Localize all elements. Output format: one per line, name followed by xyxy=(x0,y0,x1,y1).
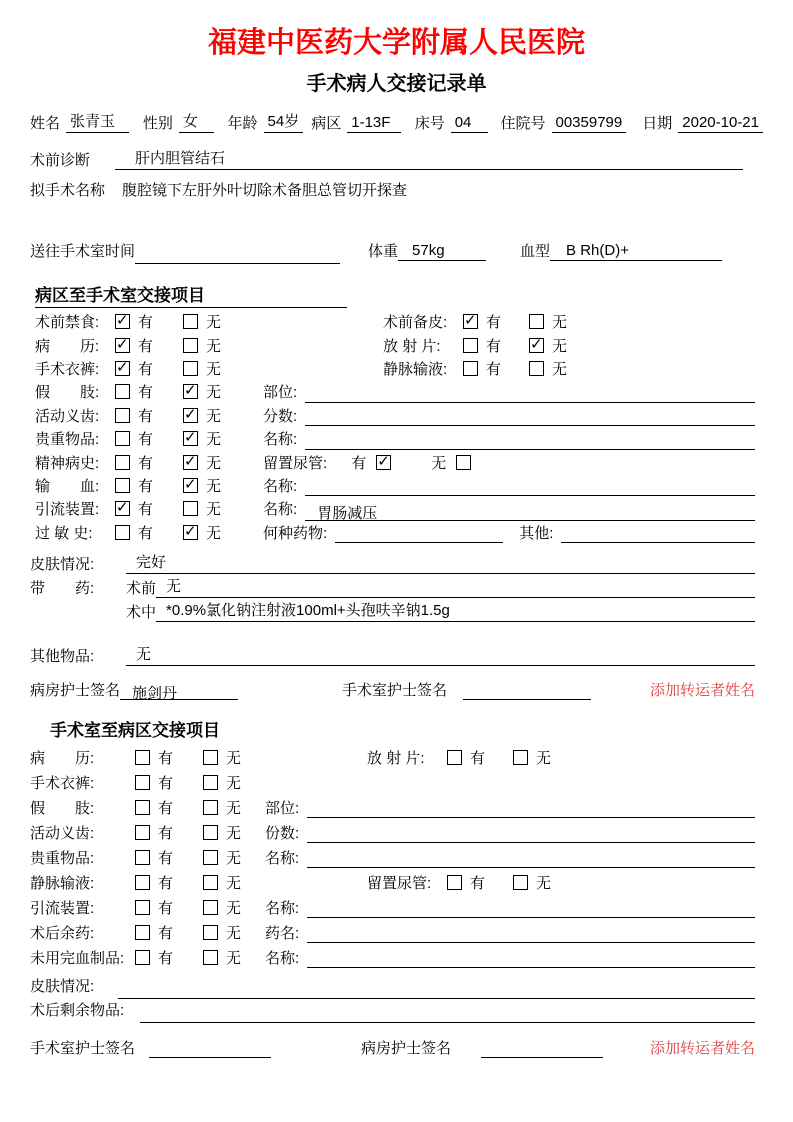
none-label: 无 xyxy=(226,799,242,817)
s2-blood-products-label: 未用完血制品: xyxy=(30,949,125,967)
s2-row-gown xyxy=(30,770,793,795)
s1-meds-mid-label: 术中 xyxy=(126,603,157,621)
s2-row-iv xyxy=(30,870,793,895)
s2-row-dentures xyxy=(30,820,793,845)
s1-row-valuables xyxy=(35,427,793,450)
s1-meds-pre-label: 术前 xyxy=(126,579,157,597)
s1-row-drainage xyxy=(35,497,793,523)
none-label: 无 xyxy=(206,431,222,449)
weight-value: 57kg xyxy=(398,242,486,261)
have-label: 有 xyxy=(158,749,174,767)
none-checkbox[interactable] xyxy=(203,825,218,840)
s2-count-label: 份数: xyxy=(265,824,300,842)
s2-valuables-name-line xyxy=(307,852,755,868)
none-checkbox[interactable] xyxy=(203,775,218,790)
have-checkbox[interactable] xyxy=(376,455,391,470)
s1-row-fasting xyxy=(35,310,793,333)
none-label: 无 xyxy=(226,824,242,842)
none-checkbox[interactable] xyxy=(529,338,544,353)
none-checkbox[interactable] xyxy=(183,501,198,516)
have-checkbox[interactable] xyxy=(447,750,462,765)
s2-ward-nurse-signature xyxy=(481,1040,603,1058)
add-transporter-link[interactable]: 添加转运者姓名 xyxy=(649,681,755,699)
none-label: 无 xyxy=(226,924,242,942)
s1-count-line xyxy=(305,410,755,426)
s1-row-dentures xyxy=(35,404,793,427)
none-label: 无 xyxy=(226,774,242,792)
blood-type-label: 血型 xyxy=(520,243,551,260)
none-checkbox[interactable] xyxy=(183,314,198,329)
s1-row-gown xyxy=(35,357,793,380)
have-label: 有 xyxy=(138,407,154,425)
s1-gown-label: 手术衣裤: xyxy=(35,360,100,378)
have-checkbox[interactable] xyxy=(463,338,478,353)
s1-valuables-label: 贵重物品: xyxy=(35,431,100,449)
s1-fasting-label: 术前禁食: xyxy=(35,314,100,332)
section2-title: 手术室至病区交接项目 xyxy=(50,720,220,740)
none-checkbox[interactable] xyxy=(203,875,218,890)
s2-leftover-meds-label: 术后余药: xyxy=(30,924,95,942)
ward-label: 病区 xyxy=(311,115,342,132)
s1-row-chart xyxy=(35,333,793,356)
none-checkbox[interactable] xyxy=(513,750,528,765)
s1-valuables-name-line xyxy=(305,434,755,450)
s2-row-prosthesis xyxy=(30,795,793,820)
s2-count-line xyxy=(307,827,755,843)
none-checkbox[interactable] xyxy=(183,431,198,446)
have-checkbox[interactable] xyxy=(115,384,130,399)
s2-prosthesis-label: 假 肢: xyxy=(30,799,95,817)
s2-drainage-name-line xyxy=(307,902,755,918)
planned-operation-label: 拟手术名称 xyxy=(30,182,106,199)
sex-value: 女 xyxy=(179,110,214,133)
s2-row-drainage xyxy=(30,895,793,920)
s1-which-drug-label: 何种药物: xyxy=(263,524,328,542)
s2-blood-products-name-line xyxy=(307,952,755,968)
s1-chart-label: 病 历: xyxy=(35,337,100,355)
form-title: 手术病人交接记录单 xyxy=(306,73,487,95)
have-checkbox[interactable] xyxy=(135,850,150,865)
s1-psych-label: 精神病史: xyxy=(35,454,100,472)
have-checkbox[interactable] xyxy=(115,525,130,540)
have-checkbox[interactable] xyxy=(135,825,150,840)
preop-diagnosis-value: 肝内胆管结石 xyxy=(115,147,743,170)
none-label: 无 xyxy=(226,749,242,767)
s2-ward-nurse-label: 病房护士签名 xyxy=(361,1039,452,1057)
s2-chart-label: 病 历: xyxy=(30,749,95,767)
section1-title: 病区至手术室交接项目 xyxy=(35,281,347,308)
have-checkbox[interactable] xyxy=(463,361,478,376)
s1-drainage-name-label: 名称: xyxy=(263,501,298,519)
none-checkbox[interactable] xyxy=(183,384,198,399)
none-label: 无 xyxy=(206,501,222,519)
none-label: 无 xyxy=(206,477,222,495)
have-checkbox[interactable] xyxy=(115,431,130,446)
none-checkbox[interactable] xyxy=(183,408,198,423)
s1-other-items-label: 其他物品: xyxy=(30,647,95,665)
s2-skin-line xyxy=(118,983,755,999)
s2-drug-name-label: 药名: xyxy=(265,924,300,942)
none-label: 无 xyxy=(536,749,552,767)
s2-row-valuables xyxy=(30,845,793,870)
s1-drainage-label: 引流装置: xyxy=(35,501,100,519)
date-label: 日期 xyxy=(642,115,673,132)
have-label: 有 xyxy=(138,524,154,542)
s1-skin-prep-label: 术前备皮: xyxy=(383,314,448,332)
s1-meds-pre-value: 无 xyxy=(156,575,755,598)
s1-meds-row-mid xyxy=(30,598,755,622)
have-label: 有 xyxy=(158,874,174,892)
s1-which-drug-line xyxy=(335,527,503,543)
none-checkbox[interactable] xyxy=(529,361,544,376)
none-label: 无 xyxy=(552,337,568,355)
none-checkbox[interactable] xyxy=(203,950,218,965)
s2-xray-label: 放 射 片: xyxy=(367,749,425,767)
hospital-title: 福建中医药大学附属人民医院 xyxy=(207,27,585,59)
s2-drainage-name-label: 名称: xyxy=(265,899,300,917)
s2-site-line xyxy=(307,802,755,818)
have-checkbox[interactable] xyxy=(115,455,130,470)
none-label: 无 xyxy=(206,314,222,332)
s1-skin-value: 完好 xyxy=(126,551,755,574)
have-label: 有 xyxy=(138,384,154,402)
s1-row-allergy xyxy=(35,521,793,544)
none-label: 无 xyxy=(226,849,242,867)
bed-value: 04 xyxy=(451,114,489,133)
have-label: 有 xyxy=(138,314,154,332)
s2-skin-row xyxy=(30,972,755,996)
none-checkbox[interactable] xyxy=(513,875,528,890)
sex-label: 性别 xyxy=(142,115,173,132)
have-label: 有 xyxy=(158,799,174,817)
have-checkbox[interactable] xyxy=(135,950,150,965)
s2-signature-row xyxy=(30,1032,755,1058)
have-checkbox[interactable] xyxy=(135,775,150,790)
transfer-row xyxy=(30,240,763,261)
have-checkbox[interactable] xyxy=(135,750,150,765)
s2-site-label: 部位: xyxy=(265,799,300,817)
s1-row-prosthesis xyxy=(35,380,793,403)
s1-count-label: 分数: xyxy=(263,407,298,425)
none-checkbox[interactable] xyxy=(203,750,218,765)
none-label: 无 xyxy=(226,874,242,892)
s1-blood-name-line xyxy=(305,480,755,496)
have-label: 有 xyxy=(351,454,367,472)
s2-or-nurse-label: 手术室护士签名 xyxy=(30,1039,136,1057)
none-checkbox[interactable] xyxy=(456,455,471,470)
s1-other-items-row xyxy=(30,642,755,666)
have-label: 有 xyxy=(470,749,486,767)
have-label: 有 xyxy=(138,454,154,472)
s1-or-nurse-signature xyxy=(463,682,591,700)
have-label: 有 xyxy=(158,774,174,792)
none-checkbox[interactable] xyxy=(183,338,198,353)
have-label: 有 xyxy=(158,924,174,942)
s1-catheter-label: 留置尿管: xyxy=(263,454,328,472)
weight-label: 体重 xyxy=(368,243,399,260)
admission-number-label: 住院号 xyxy=(500,115,546,132)
s1-meds-label: 带 药: xyxy=(30,579,95,597)
add-transporter-link[interactable]: 添加转运者姓名 xyxy=(649,1039,755,1057)
none-label: 无 xyxy=(226,949,242,967)
none-label: 无 xyxy=(206,337,222,355)
have-label: 有 xyxy=(486,360,502,378)
none-checkbox[interactable] xyxy=(203,850,218,865)
s2-row-leftover-meds xyxy=(30,920,793,945)
have-label: 有 xyxy=(158,899,174,917)
s1-allergy-label: 过 敏 史: xyxy=(35,524,93,542)
name-label: 姓名 xyxy=(30,115,61,132)
have-checkbox[interactable] xyxy=(135,875,150,890)
have-checkbox[interactable] xyxy=(115,361,130,376)
have-label: 有 xyxy=(138,431,154,449)
planned-operation-row xyxy=(30,179,763,200)
s1-valuables-name-label: 名称: xyxy=(263,431,298,449)
date-value: 2020-10-21 xyxy=(678,114,763,133)
s2-iv-label: 静脉输液: xyxy=(30,874,95,892)
s2-remaining-items-label: 术后剩余物品: xyxy=(30,1001,125,1019)
preop-diagnosis-row xyxy=(30,147,763,170)
have-label: 有 xyxy=(486,337,502,355)
none-checkbox[interactable] xyxy=(203,900,218,915)
s1-row-psych xyxy=(35,450,793,473)
s1-site-line xyxy=(305,387,755,403)
s2-gown-label: 手术衣裤: xyxy=(30,774,95,792)
none-label: 无 xyxy=(206,407,222,425)
s2-row-chart xyxy=(30,745,793,770)
s2-drug-name-line xyxy=(307,927,755,943)
preop-diagnosis-label: 术前诊断 xyxy=(30,152,91,169)
s1-signature-row xyxy=(30,674,755,700)
s1-transfusion-label: 输 血: xyxy=(35,477,100,495)
none-label: 无 xyxy=(226,899,242,917)
have-checkbox[interactable] xyxy=(115,478,130,493)
have-label: 有 xyxy=(158,824,174,842)
s1-row-transfusion xyxy=(35,474,793,497)
have-checkbox[interactable] xyxy=(115,314,130,329)
planned-operation-value: 腹腔镜下左肝外叶切除术备胆总管切开探查 xyxy=(122,182,408,199)
have-checkbox[interactable] xyxy=(115,408,130,423)
patient-info-row xyxy=(30,110,763,133)
none-label: 无 xyxy=(206,360,222,378)
have-checkbox[interactable] xyxy=(115,338,130,353)
none-label: 无 xyxy=(206,454,222,472)
have-label: 有 xyxy=(158,849,174,867)
blood-type-value: B Rh(D)+ xyxy=(550,242,722,261)
bed-label: 床号 xyxy=(414,115,445,132)
s1-skin-row xyxy=(30,550,755,574)
s1-meds-row-pre xyxy=(30,574,755,598)
s2-valuables-name-label: 名称: xyxy=(265,849,300,867)
have-label: 有 xyxy=(138,337,154,355)
none-checkbox[interactable] xyxy=(183,361,198,376)
or-time-label: 送往手术室时间 xyxy=(30,243,136,260)
none-checkbox[interactable] xyxy=(529,314,544,329)
have-checkbox[interactable] xyxy=(115,501,130,516)
none-label: 无 xyxy=(552,314,568,332)
s1-prosthesis-label: 假 肢: xyxy=(35,384,100,402)
s1-other-line xyxy=(561,527,755,543)
s2-or-nurse-signature xyxy=(149,1040,271,1058)
s2-remaining-items-line xyxy=(140,1007,755,1023)
s1-or-nurse-label: 手术室护士签名 xyxy=(342,681,448,699)
s1-site-label: 部位: xyxy=(263,384,298,402)
s1-other-items-value: 无 xyxy=(126,643,755,666)
s2-drainage-label: 引流装置: xyxy=(30,899,95,917)
s2-blood-products-name-label: 名称: xyxy=(265,949,300,967)
none-checkbox[interactable] xyxy=(183,478,198,493)
s2-catheter-label: 留置尿管: xyxy=(367,874,432,892)
have-label: 有 xyxy=(138,360,154,378)
none-label: 无 xyxy=(431,454,447,472)
none-checkbox[interactable] xyxy=(203,800,218,815)
none-label: 无 xyxy=(206,524,222,542)
have-label: 有 xyxy=(158,949,174,967)
s1-xray-label: 放 射 片: xyxy=(383,337,441,355)
s1-iv-label: 静脉输液: xyxy=(383,360,448,378)
have-checkbox[interactable] xyxy=(135,800,150,815)
none-label: 无 xyxy=(536,874,552,892)
have-checkbox[interactable] xyxy=(447,875,462,890)
have-label: 有 xyxy=(138,477,154,495)
or-time-line xyxy=(135,248,340,264)
have-label: 有 xyxy=(486,314,502,332)
have-checkbox[interactable] xyxy=(135,900,150,915)
s1-ward-nurse-signature: 施剑丹 xyxy=(120,682,238,700)
none-checkbox[interactable] xyxy=(203,925,218,940)
none-checkbox[interactable] xyxy=(183,455,198,470)
s2-remaining-items-row xyxy=(30,996,755,1020)
s1-meds-mid-value: *0.9%氯化钠注射液100ml+头孢呋辛钠1.5g xyxy=(156,599,755,622)
s2-row-blood-products xyxy=(30,945,793,970)
admission-number-value: 00359799 xyxy=(552,114,627,133)
have-label: 有 xyxy=(470,874,486,892)
s2-skin-label: 皮肤情况: xyxy=(30,977,95,995)
have-checkbox[interactable] xyxy=(135,925,150,940)
have-checkbox[interactable] xyxy=(463,314,478,329)
s2-valuables-label: 贵重物品: xyxy=(30,849,95,867)
s1-ward-nurse-label: 病房护士签名 xyxy=(30,681,121,699)
have-label: 有 xyxy=(138,501,154,519)
name-value: 张青玉 xyxy=(66,110,129,133)
s1-skin-label: 皮肤情况: xyxy=(30,555,95,573)
s1-dentures-label: 活动义齿: xyxy=(35,407,100,425)
s1-blood-name-label: 名称: xyxy=(263,477,298,495)
ward-value: 1-13F xyxy=(347,114,400,133)
none-label: 无 xyxy=(206,384,222,402)
age-value: 54岁 xyxy=(264,110,304,133)
none-label: 无 xyxy=(552,360,568,378)
s1-drainage-name-value: 胃肠减压 xyxy=(305,502,755,521)
age-label: 年龄 xyxy=(227,115,258,132)
none-checkbox[interactable] xyxy=(183,525,198,540)
s2-dentures-label: 活动义齿: xyxy=(30,824,95,842)
s1-other-label: 其他: xyxy=(519,524,554,542)
